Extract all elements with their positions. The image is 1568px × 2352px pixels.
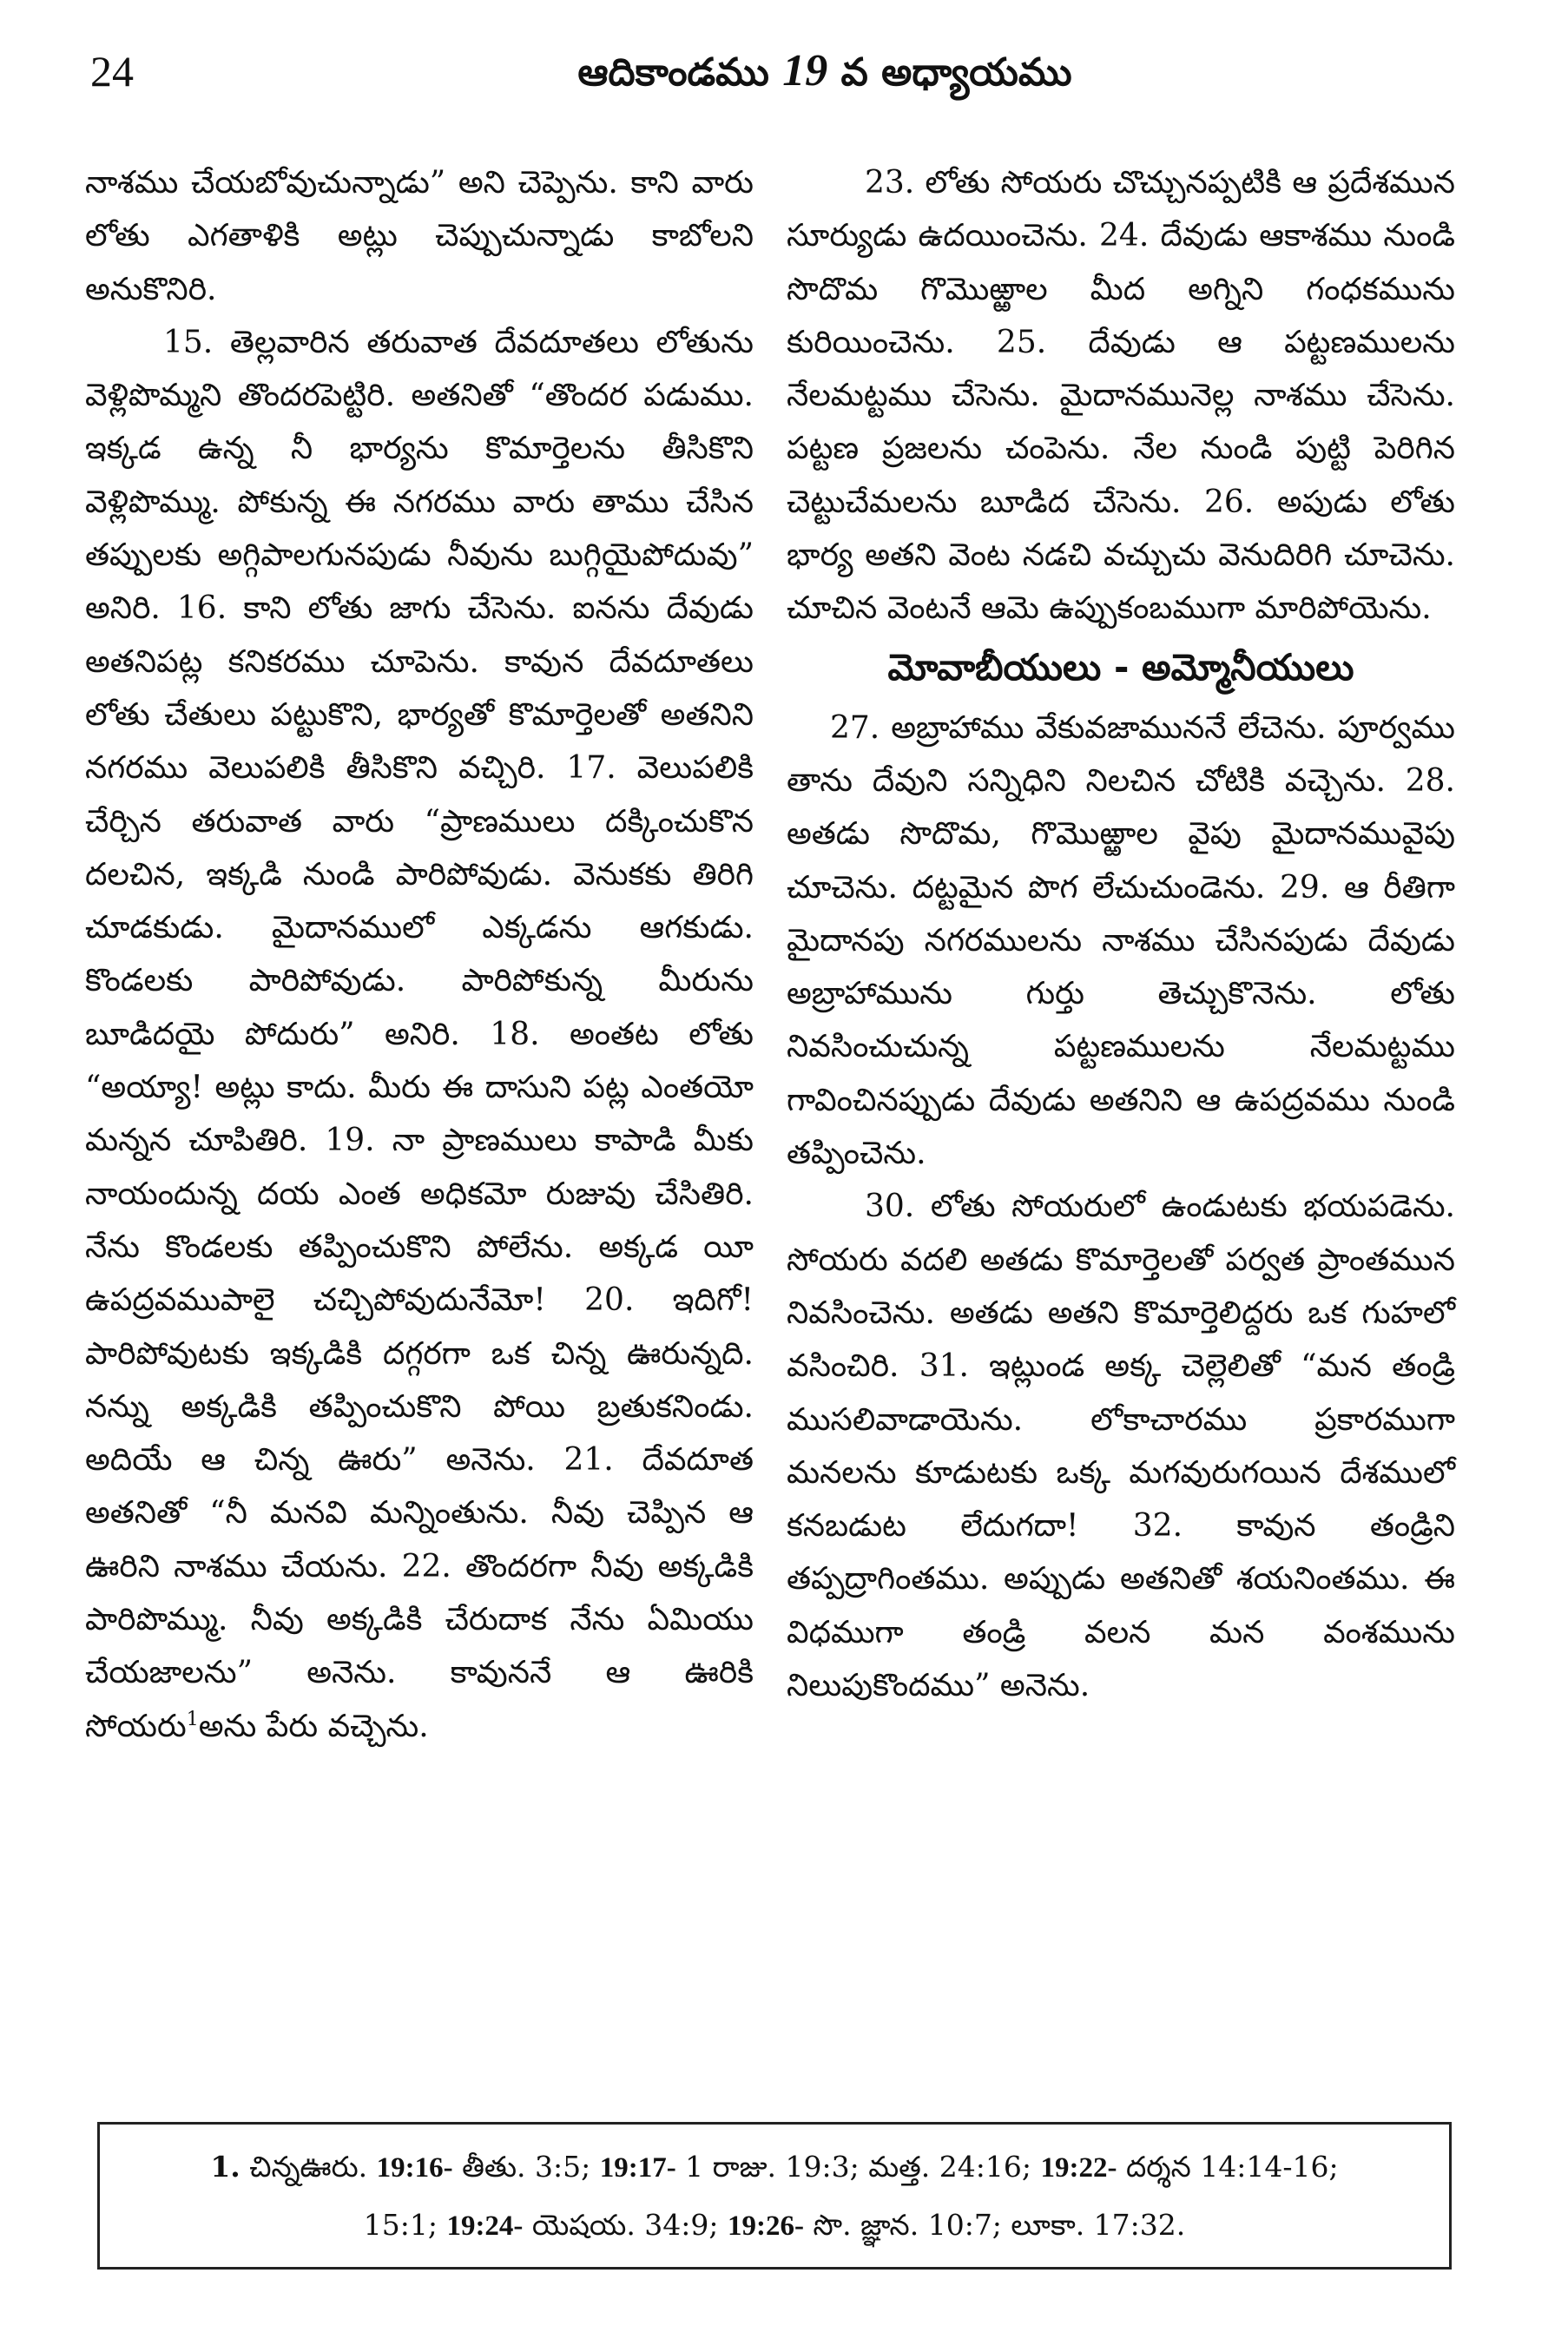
cross-reference-text: సొ. జ్ఞాన. 10:7; లూకా. 17:32. — [804, 2208, 1186, 2242]
running-head-chapter-number: 19 — [782, 46, 828, 96]
cross-reference-text: 15:1; — [363, 2208, 447, 2242]
running-head-suffix: వ అధ్యాయము — [827, 50, 1072, 95]
paragraph: 23. లోతు సోయరు చొచ్చునప్పటికి ఆ ప్రదేశమున సూర్యుడు ఉదయించెను. 24. దేవుడు ఆకాశము నుండి సొదొమ గొమొఱ్ఱాల మీద అగ్నిని గంధకమును కురియించెను. 25. దేవుడు ఆ పట్టణములను నేలమట్టము చేసెను. మైదానమునెల్ల నాశము చేసెను. పట్టణ ప్రజలను చంపెను. నేల నుండి పుట్టి పెరిగిన చెట్టుచేమలను బూడిద చేసెను. 26. అపుడు లోతు భార్య అతని వెంట నడచి వచ్చుచు వెనుదిరిగి చూచెను. చూచిన వెంటనే ఆమె ఉప్పుకంబముగా మారిపోయెను. — [787, 165, 1455, 627]
paragraph: 27. అబ్రాహాము వేకువజాముననే లేచెను. పూర్వము తాను దేవుని సన్నిధిని నిలచిన చోటికి వచ్చెను. 28. అతడు సొదొమ, గొమొఱ్ఱాల వైపు మైదానమువైపు చూచెను. దట్టమైన పొగ లేచుచుండెను. 29. ఆ రీతిగా మైదానపు నగరములను నాశము చేసినపుడు దేవుడు అబ్రాహామును గుర్తు తెచ్చుకొనెను. లోతు నివసించుచున్న పట్టణములను నేలమట్టము గావించినప్పుడు దేవుడు అతనిని ఆ ఉపద్రవము నుండి తప్పించెను. — [787, 709, 1455, 1172]
footnote-text: చిన్నఊరు. — [240, 2150, 377, 2184]
cross-reference-text: తీతు. 3:5; — [452, 2150, 600, 2184]
footnote-number: 1. — [210, 2150, 240, 2184]
paragraph: నాశము చేయబోవుచున్నాడు” అని చెప్పెను. కాని వారు లోతు ఎగతాళికి అట్లు చెప్పుచున్నాడు కాబోలని అనుకొనిరి. — [85, 165, 754, 307]
cross-reference-text: దర్శన 14:14-16; — [1117, 2150, 1339, 2184]
cross-reference-verse: 19:16- — [376, 2152, 453, 2184]
cross-reference-verse: 19:24- — [446, 2210, 524, 2242]
paragraph-tail: అను పేరు వచ్చెను. — [198, 1708, 429, 1744]
page-number: 24 — [90, 47, 134, 96]
cross-reference-verse: 19:22- — [1040, 2152, 1117, 2184]
footnote-marker: 1 — [186, 1708, 199, 1730]
cross-reference-text: 1 రాజు. 19:3; మత్త. 24:16; — [675, 2150, 1041, 2184]
running-head — [365, 43, 1285, 101]
cross-reference-verse: 19:26- — [728, 2210, 804, 2242]
cross-reference-text: యెషయ. 34:9; — [523, 2208, 728, 2242]
footnote-line — [126, 2197, 1423, 2255]
running-head-book: ఆదికాండము — [577, 50, 783, 95]
cross-reference-verse: 19:17- — [599, 2152, 676, 2184]
paragraph: 30. లోతు సోయరులో ఉండుటకు భయపడెను. సోయరు వదలి అతడు కొమార్తెలతో పర్వత ప్రాంతమున నివసించెను. అతడు అతని కొమార్తెలిద్దరు ఒక గుహలో వసించిరి. 31. ఇట్లుండ అక్క చెల్లెలితో “మన తండ్రి ముసలివాడాయెను. లోకాచారము ప్రకారముగా మనలను కూడుటకు ఒక్క మగవురుగయిన దేశములో కనబడుట లేదుగదా! 32. కావున తండ్రిని తప్పద్రాగింతము. అప్పుడు అతనితో శయనింతము. ఈ విధముగా తండ్రి వలన మన వంశమును నిలుపుకొందము” అనెను. — [787, 1189, 1455, 1704]
right-column — [787, 156, 1455, 1712]
footnote-box — [97, 2122, 1452, 2270]
left-column — [85, 156, 754, 1753]
footnote-line — [126, 2138, 1423, 2197]
paragraph — [85, 316, 754, 1753]
paragraph-text: 15. తెల్లవారిన తరువాత దేవదూతలు లోతును వెళ్లిపొమ్మని తొందరపెట్టిరి. అతనితో “తొందర పడుము. ఇక్కడ ఉన్న నీ భార్యను కొమార్తెలను తీసికొని వెళ్లిపొమ్ము. పోకున్న ఈ నగరము వారు తాము చేసిన తప్పులకు అగ్గిపాలగునపుడు నీవును బుగ్గియైపోదువు” అనిరి. 16. కాని లోతు జాగు చేసెను. ఐనను దేవుడు అతనిపట్ల కనికరము చూపెను. కావున దేవదూతలు లోతు చేతులు పట్టుకొని, భార్యతో కొమార్తెలతో అతనిని నగరము వెలుపలికి తీసికొని వచ్చిరి. 17. వెలుపలికి చేర్చిన తరువాత వారు “ప్రాణములు దక్కించుకొన దలచిన, ఇక్కడి నుండి పారిపోవుడు. వెనుకకు తిరిగి చూడకుడు. మైదానములో ఎక్కడను ఆగకుడు. కొండలకు పారిపోవుడు. పారిపోకున్న మీరును బూడిదయై పోదురు” అనిరి. 18. అంతట లోతు “అయ్యా! అట్లు కాదు. మీరు ఈ దాసుని పట్ల ఎంతయో మన్నన చూపితిరి. 19. నా ప్రాణములు కాపాడి మీకు నాయందున్న దయ ఎంత అధికమో రుజువు చేసితిరి. నేను కొండలకు తప్పించుకొని పోలేను. అక్కడ యీ ఉపద్రవముపాలై చచ్చిపోవుదునేమో! 20. ఇదిగో! పారిపోవుటకు ఇక్కడికి దగ్గరగా ఒక చిన్న ఊరున్నది. నన్ను అక్కడికి తప్పించుకొని పోయి బ్రతుకనిండు. అదియే ఆ చిన్న ఊరు” అనెను. 21. దేవదూత అతనితో “నీ మనవి మన్నింతును. నీవు చెప్పిన ఆ ఊరిని నాశము చేయను. 22. తొందరగా నీవు అక్కడికి పారిపొమ్ము. నీవు అక్కడికి చేరుదాక నేను ఏమియు చేయజాలను” అనెను. కావుననే ఆ ఊరికి సోయరు — [85, 324, 754, 1744]
section-heading: మోవాబీయులు - అమ్మోనీయులు — [887, 645, 1354, 688]
